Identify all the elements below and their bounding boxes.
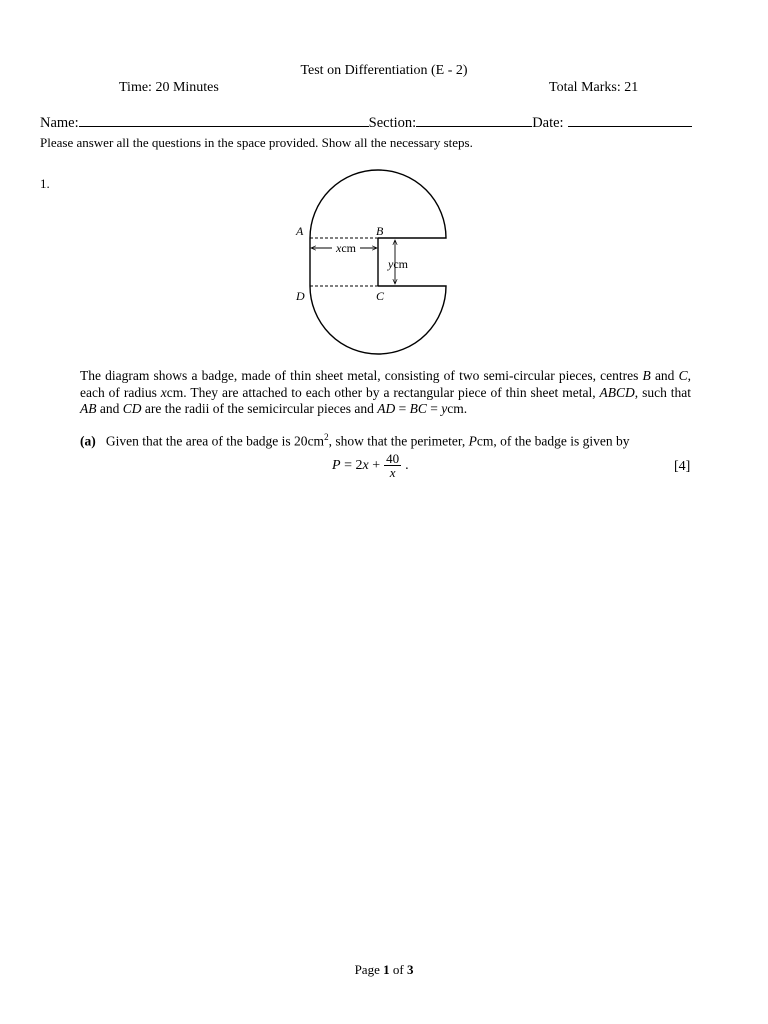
instructions: Please answer all the questions in the space provided. Show all the necessary steps. — [40, 135, 473, 150]
x-dimension-label: xcm — [336, 241, 356, 255]
part-a-text: (a) Given that the area of the badge is $20cm^2$, show that the perimeter, Pcm, of the badge is given by — [80, 432, 630, 449]
name-label: Name: — [40, 115, 79, 131]
test-title: Test on Differentiation (E - 2) — [300, 63, 468, 78]
page-number: Page 1 of 3 — [354, 962, 414, 977]
student-info-line — [40, 113, 692, 132]
formula-fraction: $\frac{40}{x}$ — [386, 451, 400, 480]
section-field[interactable] — [416, 113, 532, 127]
section-label: Section: — [368, 115, 417, 131]
y-dimension-label: ycm — [388, 257, 408, 271]
label-a: A — [296, 224, 304, 238]
total-marks: Total Marks: 21 — [549, 80, 639, 95]
badge-diagram — [280, 168, 460, 358]
part-a-label: (a) — [80, 433, 96, 449]
label-c: C — [376, 289, 385, 303]
time-limit: Time: 20 Minutes — [119, 80, 219, 95]
date-label: Date: — [532, 115, 564, 131]
label-b: B — [376, 224, 384, 238]
part-a-marks: [4] — [674, 459, 691, 474]
label-d: D — [296, 289, 305, 303]
date-field[interactable] — [568, 113, 692, 127]
question-description: The diagram shows a badge, made of thin sheet metal, consisting of two semi-circular pieces, centres B and C, each of radius xcm. They are attached to each other by a rectangular piece of thin sheet metal, ABCD, such that AB and CD are the radii of the semicircular pieces and AD = BC = ycm. — [80, 368, 691, 416]
name-field[interactable] — [79, 113, 369, 127]
perimeter-formula: P = 2x + $\frac{40}{x}$ . — [332, 451, 409, 480]
question-number: 1. — [40, 176, 50, 191]
